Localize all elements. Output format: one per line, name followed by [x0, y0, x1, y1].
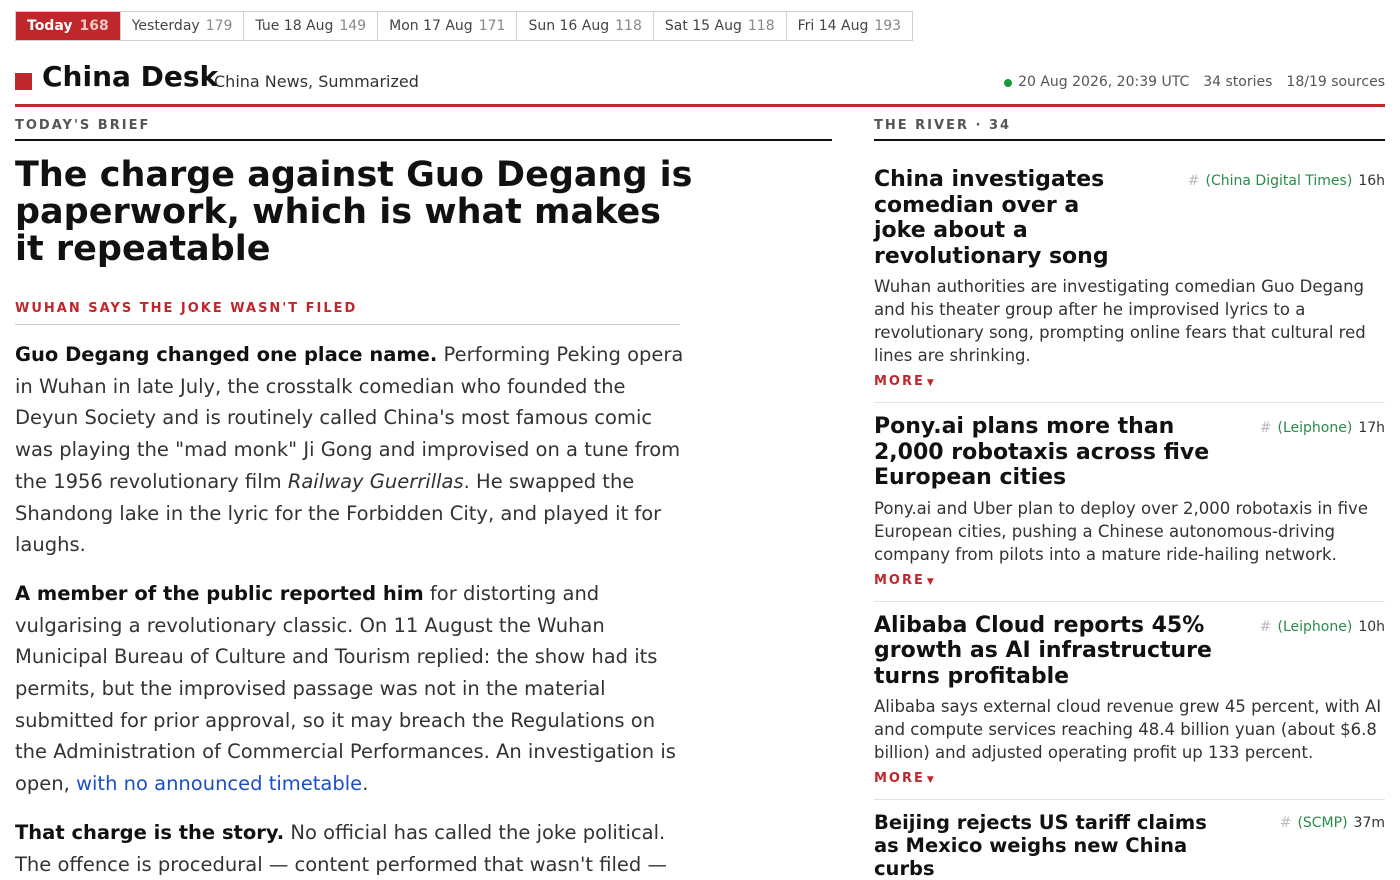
more-button[interactable] — [874, 771, 934, 786]
river-story — [874, 811, 1385, 880]
day-tab-sat[interactable] — [654, 12, 787, 40]
story-title[interactable]: Beijing rejects US tariff claims as Mexico weighs new China curbs — [874, 811, 1207, 880]
timetable-link[interactable]: with no announced timetable — [76, 772, 363, 796]
brief-paragraph — [15, 578, 685, 800]
brand-logo-square — [15, 73, 32, 90]
day-tab-label: Fri 14 Aug — [797, 18, 869, 34]
paragraph-text: . He swapped the Shandong lake in the lyric for the Forbidden City, and played it for laughs. — [15, 469, 662, 557]
story-title[interactable]: China investigates comedian over a joke about a revolutionary song — [874, 167, 1109, 269]
status-bar — [1004, 74, 1385, 90]
update-timestamp: 20 Aug 2026, 20:39 UTC — [1018, 74, 1190, 90]
story-meta — [1260, 420, 1385, 436]
hash-icon[interactable]: # — [1259, 618, 1272, 635]
story-meta — [1260, 619, 1385, 635]
river-story — [874, 167, 1385, 403]
more-button[interactable] — [874, 374, 934, 389]
day-tab-count: 149 — [339, 18, 367, 34]
day-tab-yesterday[interactable] — [121, 12, 245, 40]
todays-brief — [15, 118, 832, 880]
day-tab-label: Yesterday — [131, 18, 200, 34]
day-tab-count: 171 — [478, 18, 506, 34]
day-tab-count: 193 — [874, 18, 902, 34]
story-title[interactable]: Pony.ai plans more than 2,000 robotaxis across five European cities — [874, 414, 1210, 490]
more-label: MORE — [874, 771, 925, 786]
story-title[interactable]: Alibaba Cloud reports 45% growth as AI infrastructure turns profitable — [874, 612, 1212, 689]
more-label: MORE — [874, 572, 925, 588]
hash-icon[interactable]: # — [1259, 420, 1272, 436]
day-tab-label: Sun 16 Aug — [528, 18, 610, 34]
story-age: 17h — [1358, 420, 1385, 436]
masthead — [15, 60, 1385, 107]
story-summary: Alibaba says external cloud revenue grew 45 percent, with AI and compute services reaching 48.4 billion yuan (about $6.8 billion) and adjusted operating profit up 133 percent. — [874, 697, 1382, 762]
story-source[interactable]: (Leiphone) — [1277, 618, 1353, 635]
day-tab-fri[interactable] — [787, 12, 912, 40]
river-story — [874, 613, 1385, 801]
story-age: 10h — [1358, 618, 1385, 635]
paragraph-text: No official has called the joke political. The offence is procedural — content performed that wasn't filed — — [15, 820, 667, 876]
brief-paragraph — [15, 339, 685, 561]
story-summary: Pony.ai and Uber plan to deploy over 2,000 robotaxis in five European cities, pushing a Chinese autonomous-driving company from pilots into a mature ride-hailing network. — [874, 498, 1368, 564]
story-source[interactable]: (China Digital Times) — [1205, 173, 1353, 189]
hash-icon[interactable]: # — [1279, 815, 1292, 831]
day-tab-label: Today — [27, 18, 73, 34]
story-meta — [1280, 815, 1385, 831]
day-tab-tue[interactable] — [244, 12, 378, 40]
brief-headline: The charge against Guo Degang is paperwork, which is what makes it repeatable — [15, 155, 693, 269]
day-tab-today[interactable] — [16, 12, 121, 40]
source-count: 18/19 sources — [1286, 74, 1385, 90]
river-story — [874, 414, 1385, 602]
paragraph-lead: That charge is the story. — [15, 820, 285, 844]
more-label: MORE — [874, 374, 925, 389]
story-count: 34 stories — [1203, 74, 1273, 90]
paragraph-text: Performing Peking opera in Wuhan in late July, the crosstalk comedian who founded the Deyun Society and is routinely called China's most famous comic was playing the "mad monk" Ji Gong and improvised on a tune from the 1956 revolutionary film — [15, 343, 684, 493]
brief-body — [15, 339, 685, 880]
day-tabs — [15, 11, 913, 41]
paragraph-lead: Guo Degang changed one place name. — [15, 343, 438, 366]
day-tab-count: 118 — [615, 18, 642, 34]
day-tab-count: 179 — [205, 18, 233, 34]
the-river — [874, 118, 1385, 880]
hash-icon[interactable]: # — [1187, 173, 1200, 189]
day-tab-mon[interactable] — [378, 12, 517, 40]
film-title: Railway Guerrillas — [287, 469, 464, 493]
day-tab-label: Sat 15 Aug — [664, 18, 742, 34]
paragraph-lead: A member of the public reported him — [15, 581, 424, 605]
story-age: 16h — [1358, 173, 1385, 189]
day-tab-count: 168 — [79, 18, 109, 34]
brief-kicker: WUHAN SAYS THE JOKE WASN'T FILED — [15, 301, 680, 325]
brief-paragraph — [15, 817, 685, 880]
paragraph-text: . — [362, 772, 369, 796]
site-title[interactable]: China Desk — [42, 60, 219, 93]
site-subtitle: China News, Summarized — [214, 72, 419, 91]
live-status-dot-icon — [1004, 79, 1012, 87]
story-source[interactable]: (SCMP) — [1297, 815, 1348, 831]
day-tab-count: 118 — [747, 18, 775, 34]
caret-down-icon: ▼ — [926, 378, 934, 388]
caret-down-icon: ▼ — [926, 775, 934, 785]
section-label-river: THE RIVER · 34 — [874, 118, 1385, 141]
story-summary: Wuhan authorities are investigating comedian Guo Degang and his theater group after he improvised lyrics to a revolutionary song, prompting online fears that cultural red lines are shrinking. — [874, 277, 1366, 365]
caret-down-icon: ▼ — [926, 576, 934, 587]
day-tab-sun[interactable] — [517, 12, 653, 40]
day-tab-label: Mon 17 Aug — [389, 18, 473, 34]
story-age: 37m — [1353, 815, 1385, 831]
story-meta — [1188, 173, 1385, 189]
more-button[interactable] — [874, 573, 934, 588]
paragraph-text: for distorting and vulgarising a revolutionary classic. On 11 August the Wuhan Municipal Bureau of Culture and Tourism replied: the show had its permits, but the improvised passage was not in the material submitted for prior approval, so it may breach the Regulations on the Administration of Commercial Performances. An investigation is open, — [15, 581, 676, 796]
section-label-brief: TODAY'S BRIEF — [15, 118, 832, 141]
day-tab-label: Tue 18 Aug — [255, 18, 334, 34]
story-source[interactable]: (Leiphone) — [1277, 420, 1353, 436]
